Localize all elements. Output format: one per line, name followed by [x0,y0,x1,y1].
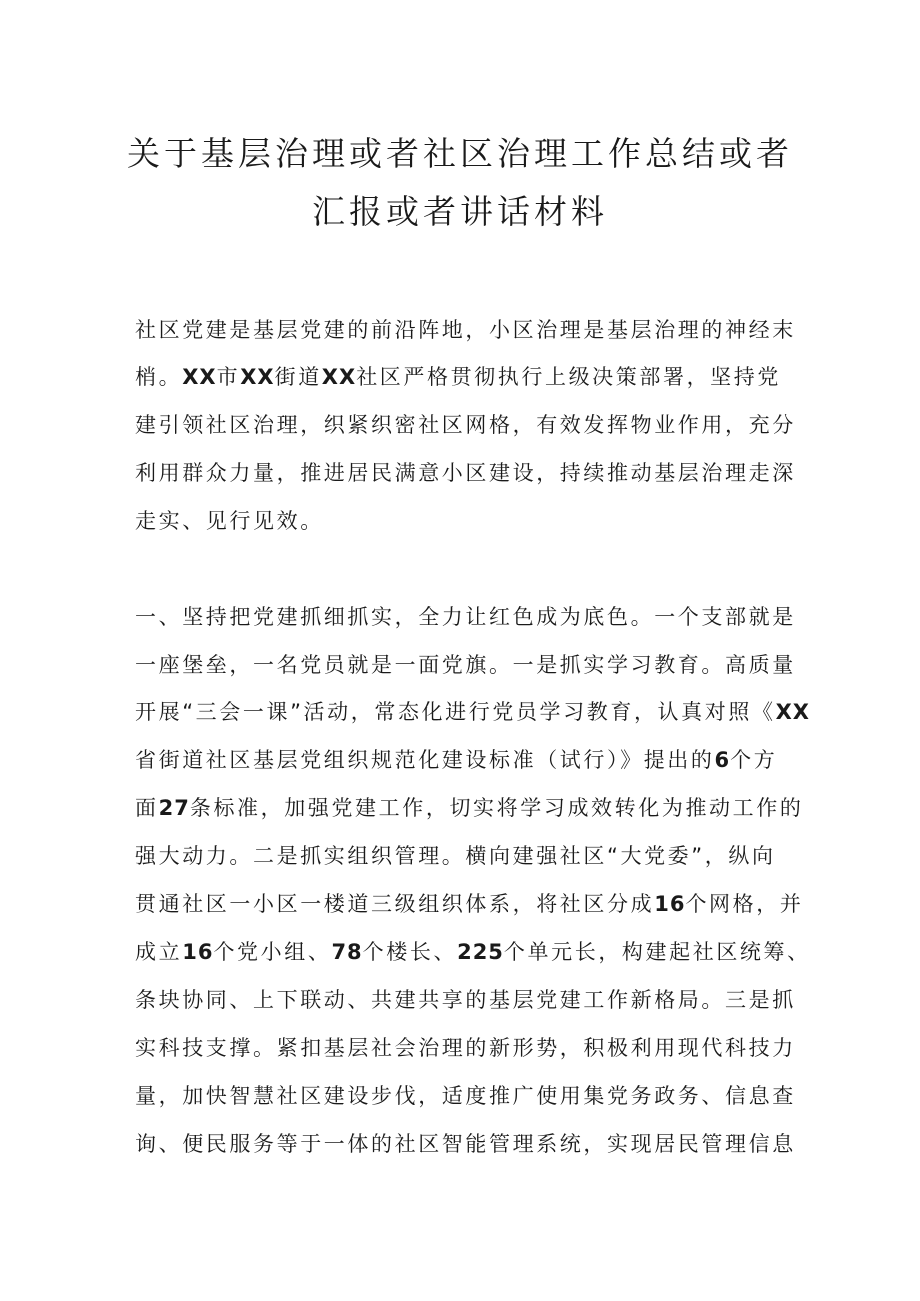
section1-line-2: 一座堡垒，一名党员就是一面党旗。一是抓实学习教育。高质量 [135,653,796,677]
document-title-line-1: 关于基层治理或者社区治理工作总结或者 [127,134,793,173]
bold-run: XX [321,365,357,389]
section1-line-7 [135,889,803,919]
text-run: 个楼长、 [362,940,458,964]
text-run: 个单元长，构建起社区统筹、 [503,940,811,964]
text-run: 开展“三会一课”活动，常态化进行党员学习教育，认真对照《 [135,700,776,724]
text-run: 条标准，加强党建工作，切实将学习成效转化为推动工作的 [189,796,804,820]
section1-line-5 [135,793,803,823]
bold-run: 225 [457,940,504,964]
section1-line-10: 实科技支撑。紧扣基层社会治理的新形势，积极利用现代科技力 [135,1036,796,1060]
text-run: 省街道社区基层党组织规范化建设标准（试行）》提出的 [135,748,715,772]
section1-line-4 [135,745,777,775]
intro-line-1: 社区党建是基层党建的前沿阵地，小区治理是基层治理的神经末 [135,318,796,342]
bold-run: 6 [714,748,731,772]
section1-line-11: 量，加快智慧社区建设步伐，适度推广使用集党务政务、信息查 [135,1084,796,1108]
text-run: 个方 [730,748,778,772]
text-run: 个网格，并 [685,892,804,916]
text-run: 梢。 [135,365,183,389]
section1-line-12: 询、便民服务等于一体的社区智能管理系统，实现居民管理信息 [135,1132,796,1156]
bold-run: 16 [654,892,686,916]
section1-line-3 [135,697,810,727]
section1-line-6: 强大动力。二是抓实组织管理。横向建强社区“大党委”，纵向 [135,844,776,868]
text-run: 贯通社区一小区一楼道三级组织体系，将社区分成 [135,892,655,916]
section1-line-8 [135,937,811,967]
text-run: 市 [216,365,241,389]
text-run: 社区严格贯彻执行上级决策部署，坚持党 [356,365,781,389]
text-run: 个党小组、 [213,940,332,964]
text-run: 街道 [274,365,322,389]
intro-line-2 [135,362,781,392]
section1-line-9: 条块协同、上下联动、共建共享的基层党建工作新格局。三是抓 [135,988,796,1012]
text-run: 成立 [135,940,183,964]
intro-line-3: 建引领社区治理，织紧织密社区网格，有效发挥物业作用，充分 [135,413,796,437]
document-title-line-2: 汇报或者讲话材料 [312,192,608,231]
text-run: 面 [135,796,159,820]
bold-run: XX [775,700,810,724]
section1-line-1: 一、坚持把党建抓细抓实，全力让红色成为底色。一个支部就是 [135,605,796,629]
bold-run: 78 [331,940,363,964]
bold-run: 27 [158,796,190,820]
intro-line-5: 走实、见行见效。 [135,509,324,533]
intro-line-4: 利用群众力量，推进居民满意小区建设，持续推动基层治理走深 [135,461,796,485]
bold-run: 16 [182,940,214,964]
bold-run: XX [182,365,217,389]
bold-run: XX [240,365,275,389]
